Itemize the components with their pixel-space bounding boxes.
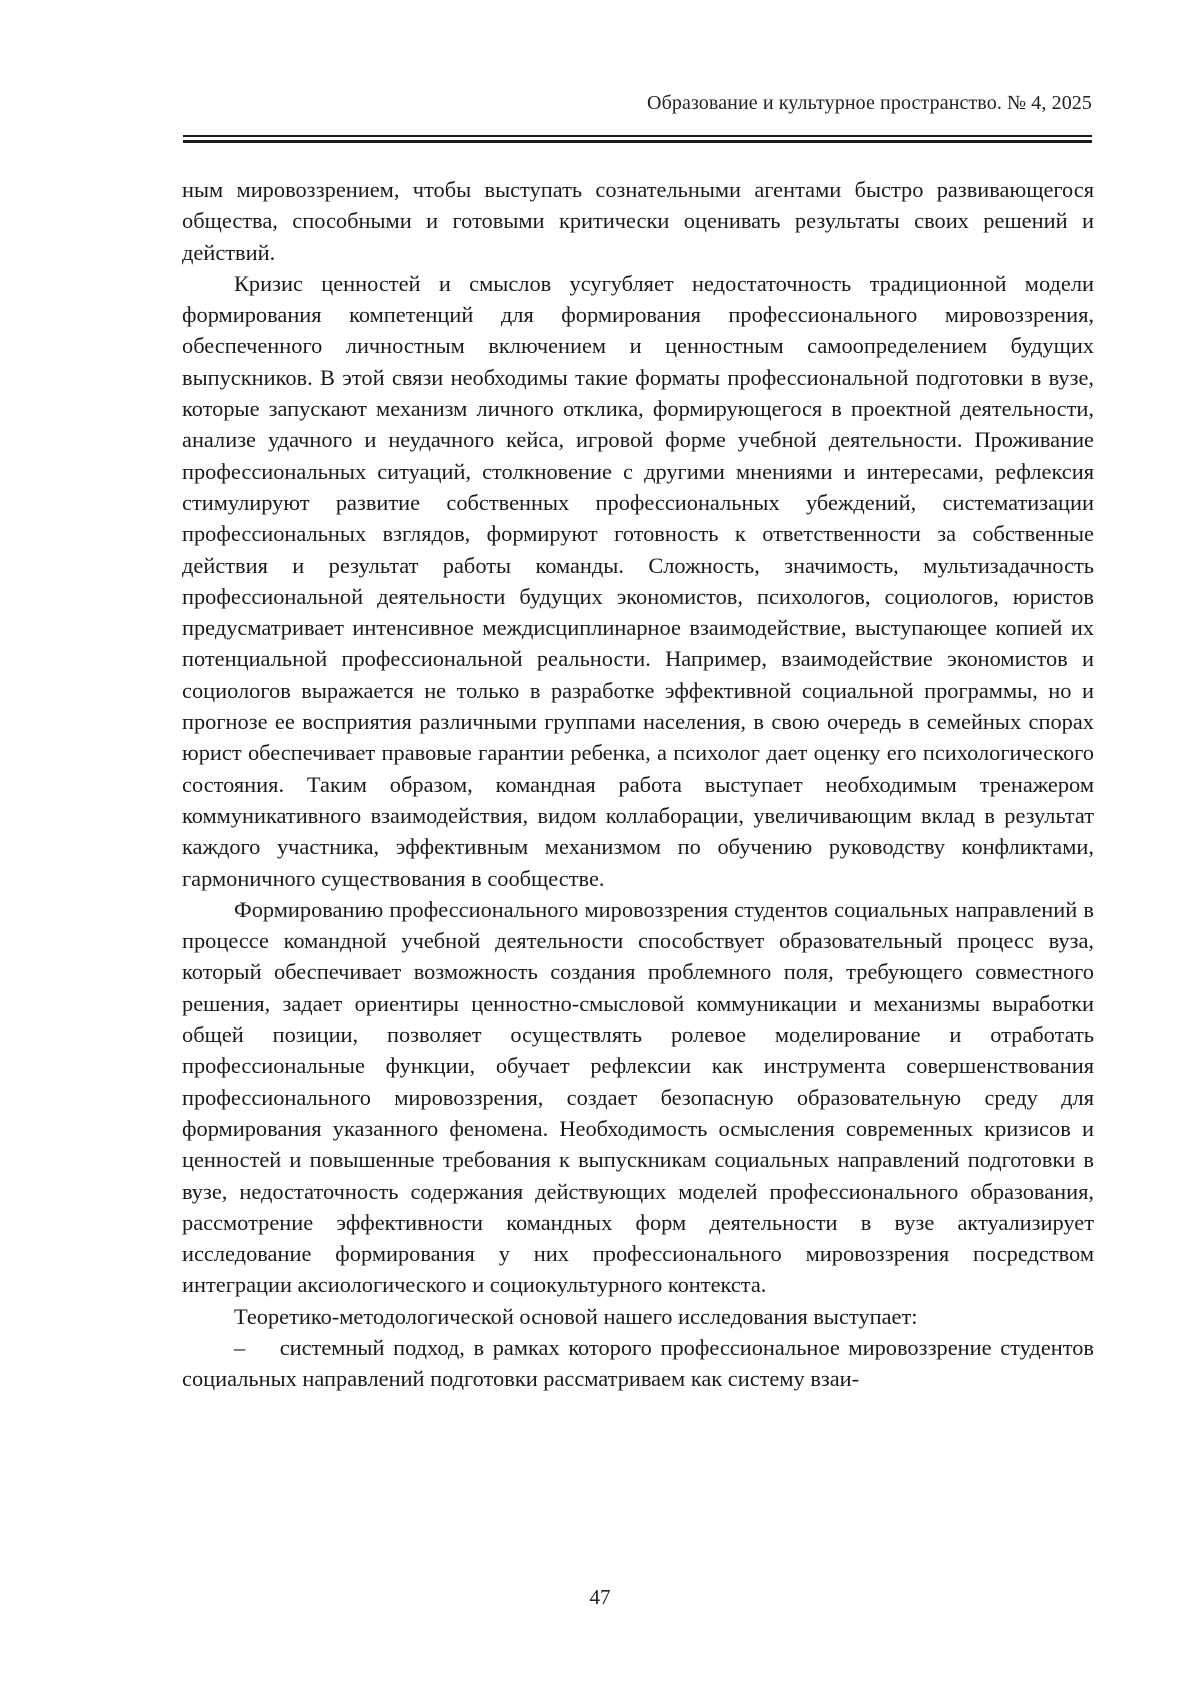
article-body <box>182 174 1094 1395</box>
paragraph-methodology-intro: Теоретико-методологической основой нашего исследования выступает: <box>234 1303 918 1329</box>
header-rule-thick <box>183 140 1092 143</box>
continuation-paragraph: ным мировоззрением, чтобы выступать сознательными агентами быстро развивающегося общества, способными и готовыми критически оценивать результаты своих решений и действий. <box>182 177 1094 265</box>
header-rule-thin <box>183 135 1092 137</box>
list-item-systems-approach: – системный подход, в рамках которого профессиональное мировоззрение студентов социальных направлений подготовки рассматриваем как систему взаи- <box>182 1334 1094 1392</box>
paragraph-crisis-of-values: Кризис ценностей и смыслов усугубляет недостаточность традиционной модели формирования компетенций для формирования профессионального мировоззрения, обеспеченного личностным включением и ценностным самоопределением будущих выпускников. В этой связи необходимы такие форматы профессиональной подготовки в вузе, которые запускают механизм личного отклика, формирующегося в проектной деятельности, анализе удачного и неудачного кейса, игровой форме учебной деятельности. Проживание профессиональных ситуаций, столкновение с другими мнениями и интересами, рефлексия стимулируют развитие собственных профессиональных убеждений, систематизации профессиональных взглядов, формируют готовность к ответственности за собственные действия и результат работы команды. Сложность, значимость, мультизадачность профессиональной деятельности будущих экономистов, психологов, социологов, юристов предусматривает интенсивное междисциплинарное взаимодействие, выступающее копией их потенциальной профессиональной реальности. Например, взаимодействие экономистов и социологов выражается не только в разработке эффективной социальной программы, но и прогнозе ее восприятия различными группами населения, в свою очередь в семейных спорах юрист обеспечивает правовые гарантии ребенка, а психолог дает оценку его психологического состояния. Таким образом, командная работа выступает необходимым тренажером коммуникативного взаимодействия, видом коллаборации, увеличивающим вклад в результат каждого участника, эффективным механизмом по обучению руководству конфликтами, гармоничного существования в сообществе. <box>182 270 1094 891</box>
page-number: 47 <box>589 1585 611 1609</box>
paragraph-worldview-formation: Формированию профессионального мировоззрения студентов социальных направлений в процессе командной учебной деятельности способствует образовательный процесс вуза, который обеспечивает возможность создания проблемного поля, требующего совместного решения, задает ориентиры ценностно-смысловой коммуникации и механизмы выработки общей позиции, позволяет осуществлять ролевое моделирование и отработать профессиональные функции, обучает рефлексии как инструмента совершенствования профессионального мировоззрения, создает безопасную образовательную среду для формирования указанного феномена. Необходимость осмысления современных кризисов и ценностей и повышенные требования к выпускникам социальных направлений подготовки в вузе, недостаточность содержания действующих моделей профессионального образования, рассмотрение эффективности командных форм деятельности в вузе актуализирует исследование формирования у них профессионального мировоззрения посредством интеграции аксиологического и социокультурного контекста. <box>182 896 1094 1298</box>
running-header: Образование и культурное пространство. № 4, 2025 <box>647 92 1092 114</box>
